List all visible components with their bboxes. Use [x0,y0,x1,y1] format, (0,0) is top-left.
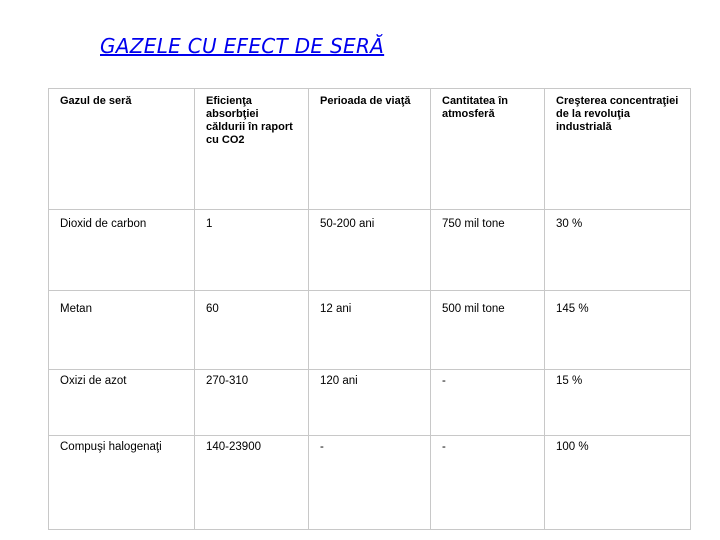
header-absorption-efficiency: Eficienţa absorbţiei căldurii în raport cu CO2 [195,89,309,210]
cell-absorption: 1 [195,210,309,291]
cell-lifetime: - [309,436,431,530]
page-title: GAZELE CU EFECT DE SERĂ [100,34,385,58]
table-row [49,291,691,370]
table-row [49,370,691,436]
cell-lifetime: 12 ani [309,291,431,370]
cell-gas: Compuşi halogenaţi [49,436,195,530]
cell-absorption: 60 [195,291,309,370]
cell-gas: Dioxid de carbon [49,210,195,291]
header-lifetime: Perioada de viaţă [309,89,431,210]
cell-absorption: 140-23900 [195,436,309,530]
header-gas: Gazul de seră [49,89,195,210]
cell-gas: Metan [49,291,195,370]
table-row [49,436,691,530]
header-concentration-increase: Creşterea concentraţiei de la revoluţia industrială [545,89,691,210]
cell-quantity: - [431,370,545,436]
cell-lifetime: 120 ani [309,370,431,436]
cell-increase: 100 % [545,436,691,530]
cell-quantity: - [431,436,545,530]
cell-lifetime: 50-200 ani [309,210,431,291]
cell-gas: Oxizi de azot [49,370,195,436]
table-row [49,210,691,291]
header-quantity: Cantitatea în atmosferă [431,89,545,210]
cell-increase: 15 % [545,370,691,436]
cell-quantity: 500 mil tone [431,291,545,370]
cell-increase: 30 % [545,210,691,291]
greenhouse-gases-table [48,88,691,530]
table-header-row [49,89,691,210]
cell-quantity: 750 mil tone [431,210,545,291]
cell-increase: 145 % [545,291,691,370]
cell-absorption: 270-310 [195,370,309,436]
